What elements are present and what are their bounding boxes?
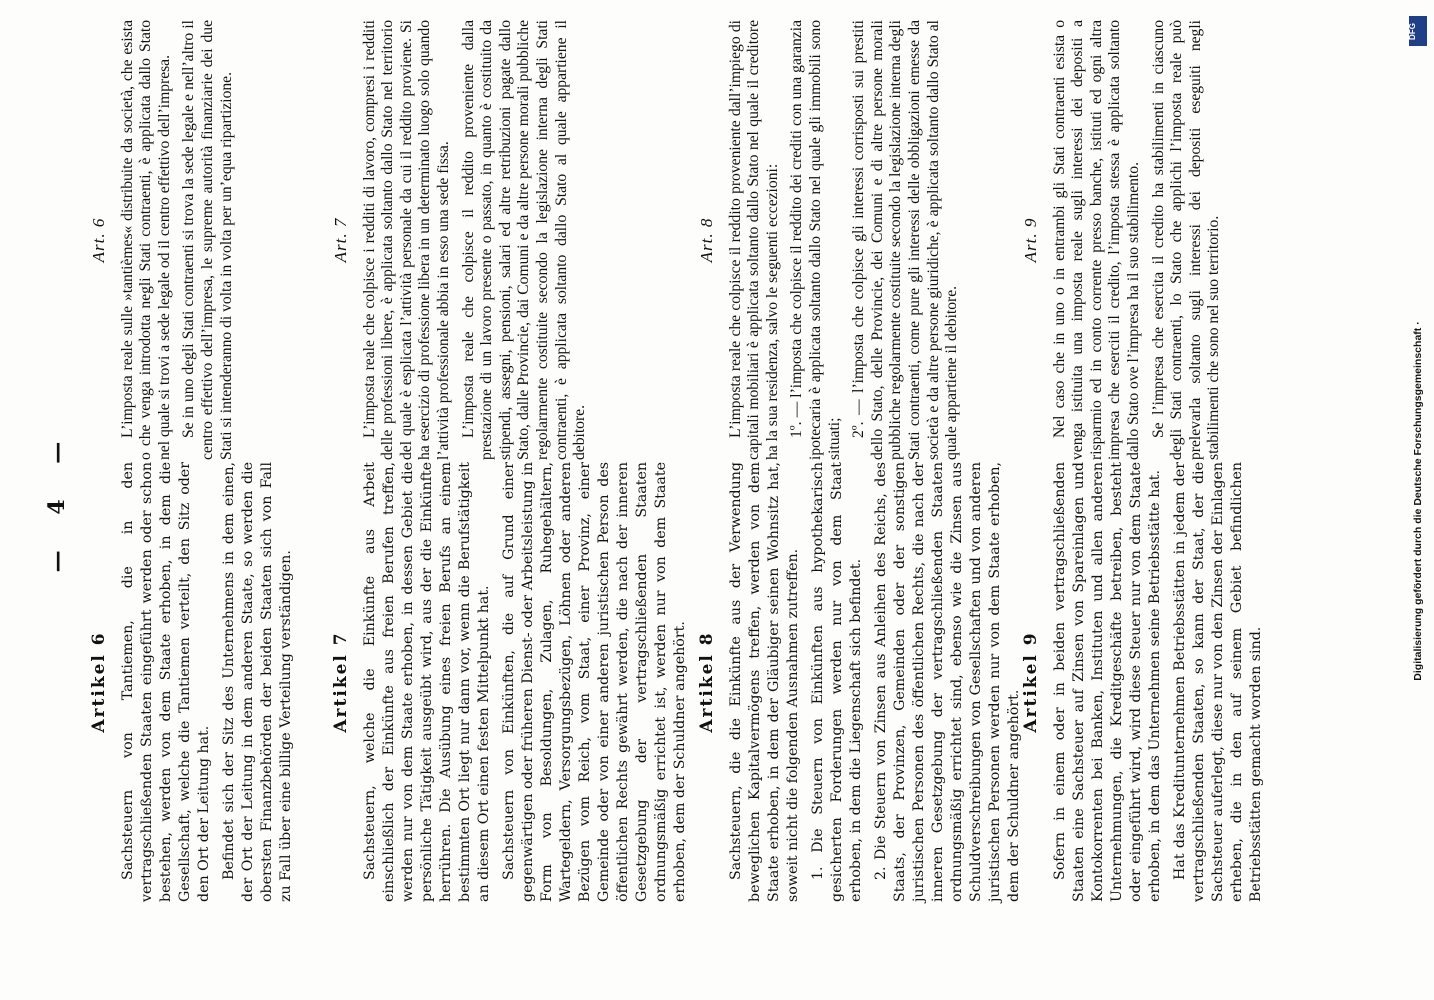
paragraph: L’imposta reale che colpisce il reddito proveniente dalla prestazione di un lavoro presente o passato, in quanto è costituito da stipendi, assegni, pensioni, salari ed altre retribuzioni pagate dallo Stato, dalle Provincie, dai Comuni e da altre persone morali pubbliche regolarmente costituite secondo la legislazione interna degli Stati contraenti, è applicata soltanto dallo Stato al quale appartiene il debitore. <box>459 20 589 460</box>
article-heading: Artikel 9 <box>1021 631 1041 733</box>
paragraph: L’imposta reale che colpisce i redditi di lavoro, compresi i redditi delle professioni libere, è applicata soltanto dallo Stato nel territorio del quale è esplicata l’attività personale da cui il reddito proviene. Si ha esercizio di professione libera in un determinato luogo solo quando l’attività professionale abbia in esso una sede fissa. <box>360 20 452 460</box>
paragraph: L’imposta reale che colpisce il reddito proveniente dall’impiego di capitali mobiliari è applicata soltanto dallo Stato nel quale il creditore ha la sua residenza, salvo le seguenti eccezioni: <box>726 20 781 460</box>
article-heading: Artikel 7 <box>331 631 351 733</box>
paragraph: 2º. — l’imposta che colpisce gli interessi corrisposti sui prestiti dello Stato, delle Provincie, dei Comuni e di altre persone morali pubbliche regolarmente costituite secondo la legislazione interna degli Stati contraenti, come pure gli interessi delle obbligazioni emesse da società e da altre persone giuridiche, è applicata soltanto dallo Stato al quale appartiene il debitore. <box>850 20 961 460</box>
italian-article-7 <box>332 20 596 460</box>
article-heading: Art. 7 <box>331 217 350 263</box>
article-heading: Art. 9 <box>1021 217 1040 263</box>
paragraph: Hat das Kreditunternehmen Betriebsstätten in jedem der vertragschließenden Staaten, so kann der Staat, der die Sachsteuer auferlegt, diese nur von den Zinsen der Einlagen erheben, die in den auf seinem Gebiet befindlichen Betriebsstätten gemacht worden sind. <box>1172 462 1264 902</box>
paragraph: Sofern in einem oder in beiden vertragschließenden Staaten eine Sachsteuer auf Zinsen von Spareinlagen und Kontokorrenten bei Banken, Instituten und allen anderen Unternehmungen, die Kreditgeschäfte betreiben, besteht oder eingeführt wird, wird diese Steuer nur von dem Staate erhoben, in dem das Unternehmen seine Betriebsstätte hat. <box>1052 462 1163 902</box>
paragraph: Se l’impresa che esercita il credito ha stabilimenti in ciascuno degli Stati contraenti, lo Stato che applichi l’imposta reale può prelevarla soltanto sugli interessi dei depositi eseguiti negli stabilimenti che sono nel suo territorio. <box>1149 20 1223 460</box>
italian-article-8 <box>698 20 968 460</box>
digitization-note: Digitalisierung gefördert durch die Deutsche Forschungsgemeinschaft · <box>1412 321 1424 681</box>
paragraph: Sachsteuern, welche die Einkünfte aus Arbeit einschließlich der Einkünfte aus freien Berufen treffen, werden nur von dem Staate erhoben, in dessen Gebiet die persönliche Tätigkeit ausgeübt wird, aus der die Einkünfte herrühren. Die Ausübung eines freien Berufs an einem bestimmten Ort liegt nur dann vor, wenn die Berufstätigkeit an diesem Ort einen festen Mittelpunkt hat. <box>362 462 492 902</box>
paragraph: L’imposta reale sulle »tantièmes« distribuite da società, che esista o che venga introdotta negli Stati contraenti, è applicata dallo Stato nel quale si trovi a sede legale od il centro effettivo dell’impresa. <box>118 20 173 460</box>
paragraph: Sachsteuern, die die Einkünfte aus der Verwendung beweglichen Kapitalvermögens treffen, werden von dem Staate erhoben, in dem der Gläubiger seinen Wohnsitz hat, soweit nicht die folgenden Ausnahmen zutreffen. <box>728 462 801 902</box>
dfg-logo: DFG <box>1409 16 1427 46</box>
german-article-9 <box>1022 462 1272 902</box>
digitization-stamp <box>1406 8 1430 998</box>
german-article-7 <box>332 462 696 902</box>
paragraph: Nel caso che in uno o in entrambi gli Stati contraenti esista o venga istituita una imposta reale sugli interessi dei depositi a risparmio ed in conto corrente presso banche, istituti ed ogni altra impresa che eserciti il credito, l’imposta stessa è applicata soltanto dallo Stato ove l’impresa ha il suo stabilimento. <box>1050 20 1142 460</box>
article-heading: Artikel 6 <box>89 631 109 733</box>
paragraph: Se in uno degli Stati contraenti si trova la sede legale e nell’altro il centro effettivo dell’impresa, le supreme autorità finanziarie dei due Stati si intenderanno di volta in volta per un’equa ripartizione. <box>180 20 235 460</box>
paragraph: 1. Die Steuern von Einkünften aus hypothekarisch gesicherten Forderungen werden nur von dem Staat erhoben, in dem die Liegenschaft sich befindet. <box>810 462 864 902</box>
italian-article-9 <box>1022 20 1230 460</box>
italian-article-6 <box>90 20 242 460</box>
paragraph: Sachsteuern von Tantiemen, die in den vertragschließenden Staaten eingeführt werden oder schon bestehen, werden von dem Staate erhoben, in dem die Gesellschaft, welche die Tantiemen verteilt, den Sitz oder den Ort der Leitung hat. <box>120 462 212 902</box>
article-heading: Art. 8 <box>697 217 716 263</box>
paragraph: 1º. — l’imposta che colpisce il reddito dei crediti con una garanzia ipotecaria è applicata soltanto dallo Stato nel quale gli immobili sono situati; <box>788 20 843 460</box>
article-heading: Artikel 8 <box>697 631 717 733</box>
paragraph: Befindet sich der Sitz des Unternehmens in dem einen, der Ort der Leitung in dem anderen Staate, so werden die obersten Finanzbehörden der beiden Staaten sich von Fall zu Fall über eine billige Verteilung verständigen. <box>221 462 294 902</box>
page-number: — 4 — <box>44 427 70 573</box>
paragraph: Sachsteuern von Einkünften, die auf Grund einer gegenwärtigen oder früheren Dienst- oder Arbeitsleistung in Form von Besoldungen, Zulagen, Ruhegehältern, Wartegeldern, Versorgungsbezügen, Löhnen oder anderen Bezügen vom Reich, vom Staat, einer Provinz, einer Gemeinde oder von einer anderen juristischen Person des öffentlichen Rechts gewährt werden, die nach der inneren Gesetzgebung der vertragschließenden Staaten ordnungsmäßig errichtet ist, werden nur von dem Staate erhoben, dem der Schuldner angehört. <box>501 462 688 902</box>
article-heading: Art. 6 <box>89 217 108 263</box>
german-article-8 <box>698 462 1030 902</box>
paragraph: 2. Die Steuern von Zinsen aus Anleihen des Reichs, des Staats, der Provinzen, Gemeinden oder der sonstigen juristischen Personen des öffentlichen Rechts, die nach der inneren Gesetzgebung der vertragschließenden Staaten ordnungsmäßig errichtet sind, ebenso wie die Zinsen aus Schuldverschreibungen von Gesellschaften und von anderen juristischen Personen werden nur von dem Staate erhoben, dem der Schuldner angehört. <box>873 462 1022 902</box>
german-article-6 <box>90 462 302 902</box>
